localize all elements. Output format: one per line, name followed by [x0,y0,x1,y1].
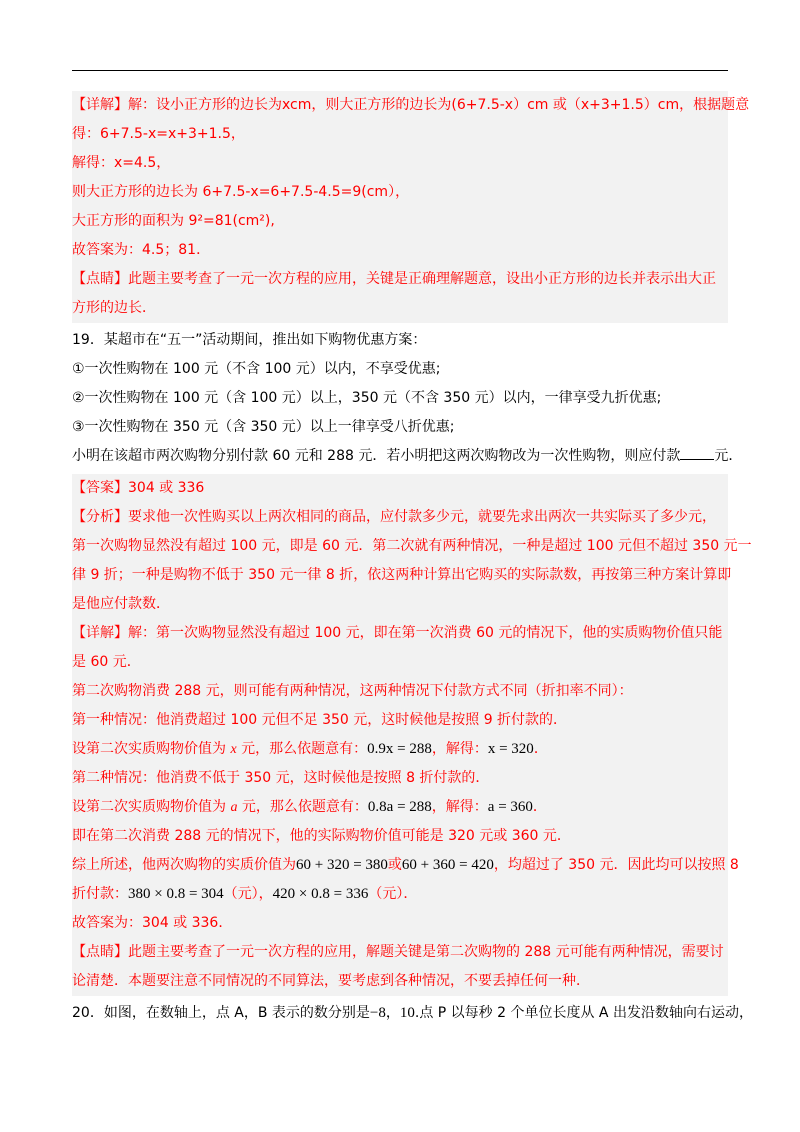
document-body [72,91,753,1028]
solution-a: a = 360 [487,799,533,815]
q19-detail-9c: ，均超过了 350 元．因此均可以按照 8 [493,857,739,873]
q19-option-2: ②一次性购物在 100 元（含 100 元）以上，350 元（不含 350 元）以内，一律享受九折优惠; [72,390,662,406]
header-rule [72,70,728,71]
q19-detail-line-4: 第一种情况：他消费超过 100 元但不足 350 元，这时候他是按照 9 折付款的． [72,712,568,728]
var-x: x [230,742,237,757]
question-20 [72,999,753,1028]
q19-option-3: ③一次性购物在 350 元（含 350 元）以上一律享受八折优惠; [72,419,455,435]
var-a: a [230,800,238,815]
q19-detail-5d: ． [533,741,548,757]
q18-comment-line-2: 方形的边长． [72,300,156,316]
q18-detail-line-3: 解得：x=4.5， [72,155,171,171]
q19-answer: 【答案】304 或 336 [72,480,205,496]
sum-380: 60 + 320 = 380 [296,857,388,873]
q18-detail-line-5: 大正方形的面积为 9²=81(cm²), [72,213,275,229]
q20-text-a: 20．如图，在数轴上，点 A，B 表示的数分别是 [72,1005,370,1021]
q19-analysis-line-3: 律 9 折；一种是购物不低于 350 元一律 8 折，依这两种计算出它购买的实际款数，再按第三种方案计算即 [72,567,732,583]
q19-detail-line-10 [72,880,728,909]
q19-detail-line-8: 即在第二次消费 288 元的情况下，他的实际购物价值可能是 320 元或 360 元． [72,828,571,844]
q18-detail-line-4: 则大正方形的边长为 6+7.5-x=6+7.5-4.5=9(cm）， [72,184,410,200]
q18-solution-block [72,91,750,323]
q19-detail-line-2: 是 60 元． [72,654,141,670]
answer-blank [680,443,714,460]
q19-comment-line-2: 论清楚．本题要注意不同情况的不同算法，要考虑到各种情况，不要丢掉任何一种． [72,973,590,989]
solution-x: x = 320 [487,741,534,757]
q20-text-c: .点 P 以每秒 2 个单位长度从 A 出发沿数轴向右运动， [414,1005,753,1021]
q18-detail-line-1: 【详解】解：设小正方形的边长为xcm，则大正方形的边长为(6+7.5-x）cm 或（x+3+1.5）cm，根据题意 [72,97,750,113]
q19-ask [72,442,743,471]
q19-ask-text: 小明在该超市两次购物分别付款 60 元和 288 元．若小明把这两次购物改为一次性购物，则应付款 [72,448,681,464]
q19-detail-7d: ． [532,799,547,815]
q20-text-b: ， [385,1005,400,1021]
q19-detail-5a: 设第二次实质购物价值为 [72,741,231,757]
q18-comment-line-1: 【点睛】此题主要考查了一元一次方程的应用，关键是正确理解题意，设出小正方形的边长并表示出大正 [72,271,716,287]
q19-ask-suffix: 元． [714,448,743,464]
q19-analysis-line-1: 【分析】要求他一次性购买以上两次相同的商品，应付款多少元，就要先求出两次一共实际买了多少元， [72,509,716,525]
q19-detail-line-1: 【详解】解：第一次购物显然没有超过 100 元，即在第一次消费 60 元的情况下，他的实质购物价值只能 [72,625,723,641]
q19-detail-7b: 元，那么依题意有： [237,799,368,815]
q18-detail-line-6: 故答案为：4.5；81． [72,242,211,258]
q19-detail-line-9 [72,851,739,880]
q19-solution-block [72,474,752,996]
q19-detail-10c: （元）． [368,886,418,902]
equation-08a: 0.8a = 288 [367,799,432,815]
q19-detail-5b: 元，那么依题意有： [236,741,368,757]
q19-detail-line-11: 故答案为：304 或 336． [72,915,233,931]
q19-detail-line-3: 第二次购物消费 288 元，则可能有两种情况，这两种情况下付款方式不同（折扣率不同）： [72,683,633,699]
q19-option-1: ①一次性购物在 100 元（不含 100 元）以内，不享受优惠; [72,361,441,377]
q20-num-a: −8 [369,1005,386,1021]
q19-detail-line-5 [72,735,728,764]
q19-detail-9b: 或 [387,857,402,873]
product-304: 380 × 0.8 = 304 [128,886,224,902]
q19-detail-10a: 折付款： [72,886,128,902]
product-336: 420 × 0.8 = 336 [272,886,369,902]
q19-detail-9a: 综上所述，他两次购物的实质价值为 [72,857,296,873]
q19-analysis-line-2: 第一次购物显然没有超过 100 元，即是 60 元．第二次就有两种情况，一种是超过 100 元但不超过 350 元一 [72,538,752,554]
q19-detail-10b: （元）， [223,886,273,902]
q19-detail-line-7 [72,793,728,822]
q19-detail-7a: 设第二次实质购物价值为 [72,799,231,815]
q19-comment-line-1: 【点睛】此题主要考查了一元一次方程的应用，解题关键是第二次购物的 288 元可能有两种情况，需要讨 [72,944,724,960]
question-19 [72,326,743,471]
q19-stem: 19．某超市在“五一”活动期间，推出如下购物优惠方案： [72,332,427,348]
q19-detail-line-6: 第二种情况：他消费不低于 350 元，这时候他是按照 8 折付款的． [72,770,490,786]
q19-analysis-line-4: 是他应付款数． [72,596,170,612]
equation-09x: 0.9x = 288 [367,741,432,757]
q18-detail-line-2: 得：6+7.5-x=x+3+1.5， [72,126,245,142]
q19-detail-7c: ，解得： [431,799,488,815]
q20-num-b: 10 [399,1005,415,1021]
sum-420: 60 + 360 = 420 [401,857,494,873]
q20-stem [72,999,753,1028]
q19-detail-5c: ，解得： [431,741,488,757]
